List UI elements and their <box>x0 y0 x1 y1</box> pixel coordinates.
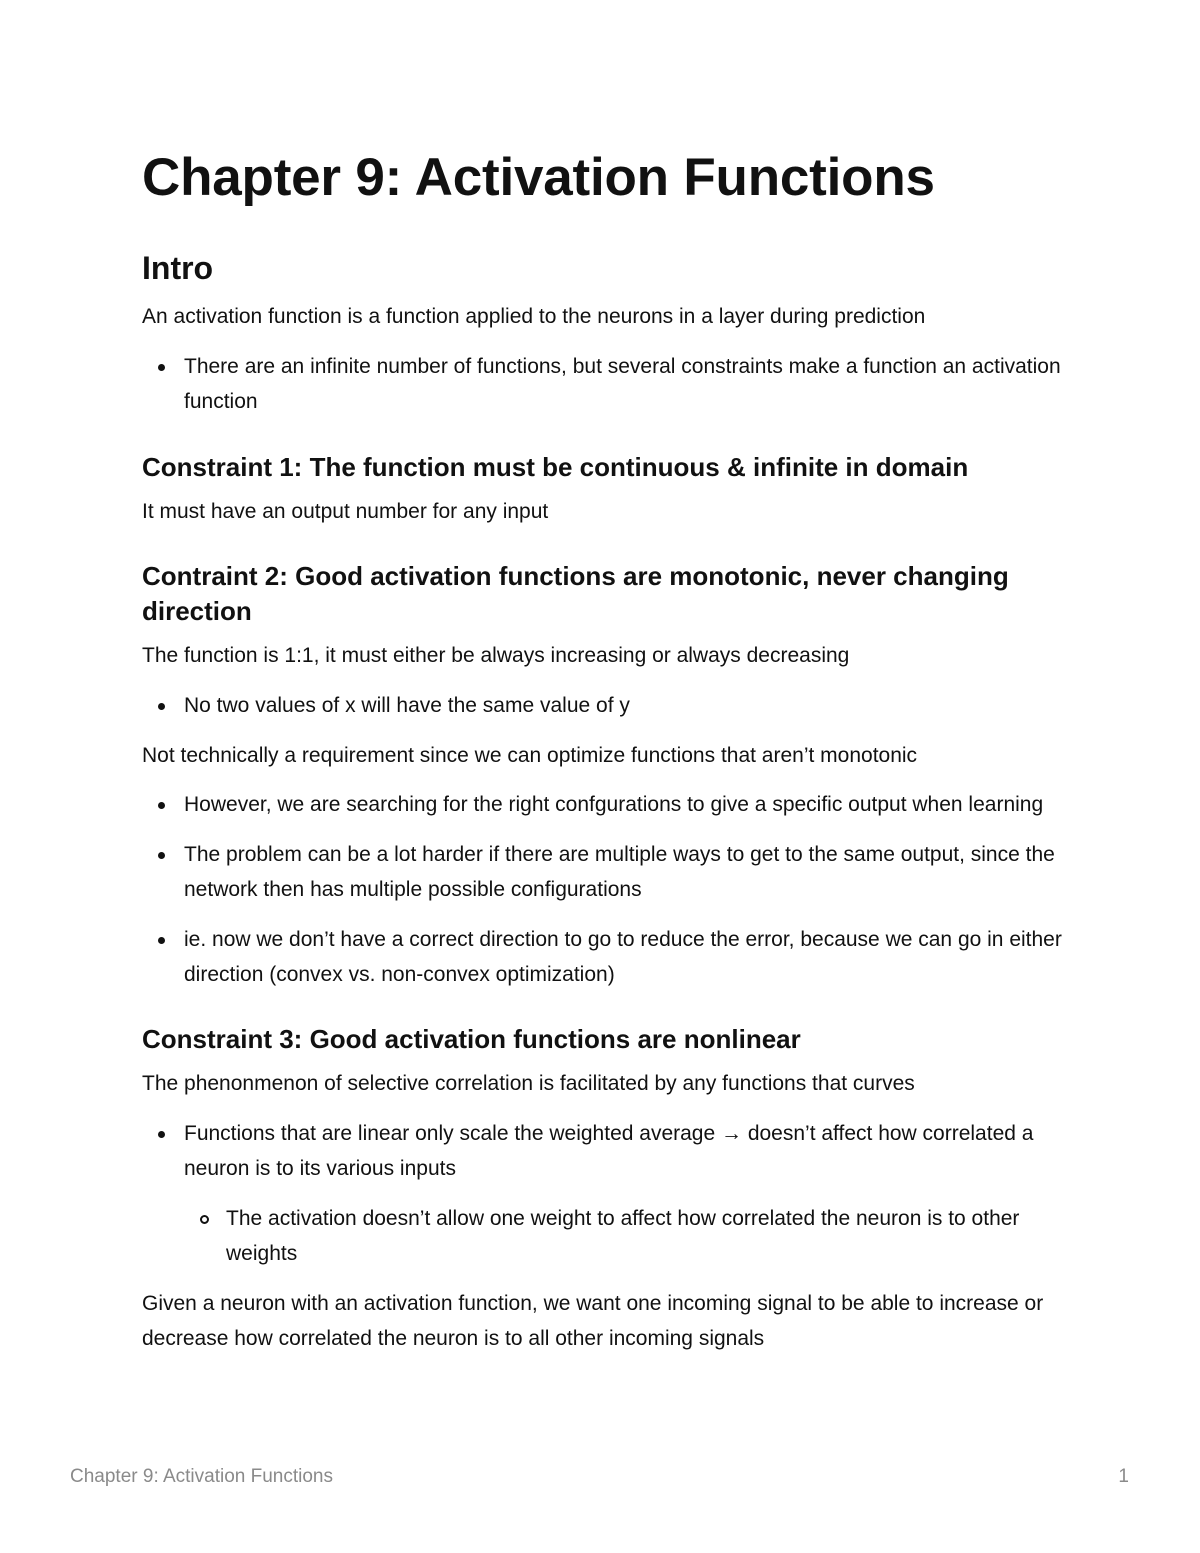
constraint2-paragraph-2: Not technically a requirement since we can optimize functions that aren’t monotonic <box>142 744 918 767</box>
document-title: Chapter 9: Activation Functions <box>142 148 935 207</box>
constraint2-bullet-list-1 <box>142 688 1072 723</box>
intro-heading: Intro <box>142 250 214 286</box>
list-item: No two values of x will have the same value of y <box>142 688 1072 723</box>
document-page <box>142 140 1072 1356</box>
list-item: ie. now we don’t have a correct direction to go to reduce the error, because we can go in either direction (convex vs. non-convex optimization) <box>142 922 1072 992</box>
footer-title: Chapter 9: Activation Functions <box>70 1466 333 1487</box>
intro-bullet-list <box>142 349 1072 419</box>
constraint2-bullet-list-2 <box>142 787 1072 992</box>
list-item-nested: The activation doesn’t allow one weight to affect how correlated the neuron is to other weights <box>142 1201 1072 1271</box>
list-item: The problem can be a lot harder if there are multiple ways to get to the same output, since the network then has multiple possible configurations <box>142 837 1072 907</box>
list-item: Functions that are linear only scale the weighted average → doesn’t affect how correlated a neuron is to its various inputs <box>142 1116 1072 1186</box>
page-number: 1 <box>1118 1466 1129 1487</box>
list-item: There are an infinite number of functions, but several constraints make a function an activation function <box>142 349 1072 419</box>
constraint2-heading: Contraint 2: Good activation functions are monotonic, never changing direction <box>142 561 1009 626</box>
constraint1-paragraph: It must have an output number for any input <box>142 500 549 523</box>
list-item: However, we are searching for the right confgurations to give a specific output when learning <box>142 787 1072 822</box>
constraint1-heading: Constraint 1: The function must be continuous & infinite in domain <box>142 452 969 482</box>
constraint3-bullet-list <box>142 1116 1072 1271</box>
constraint3-paragraph-1: The phenonmenon of selective correlation is facilitated by any functions that curves <box>142 1072 915 1095</box>
intro-paragraph: An activation function is a function applied to the neurons in a layer during prediction <box>142 305 926 328</box>
constraint2-paragraph-1: The function is 1:1, it must either be always increasing or always decreasing <box>142 644 850 667</box>
constraint3-paragraph-2: Given a neuron with an activation function, we want one incoming signal to be able to increase or decrease how correlated the neuron is to all other incoming signals <box>142 1292 1044 1350</box>
constraint3-heading: Constraint 3: Good activation functions are nonlinear <box>142 1024 801 1054</box>
